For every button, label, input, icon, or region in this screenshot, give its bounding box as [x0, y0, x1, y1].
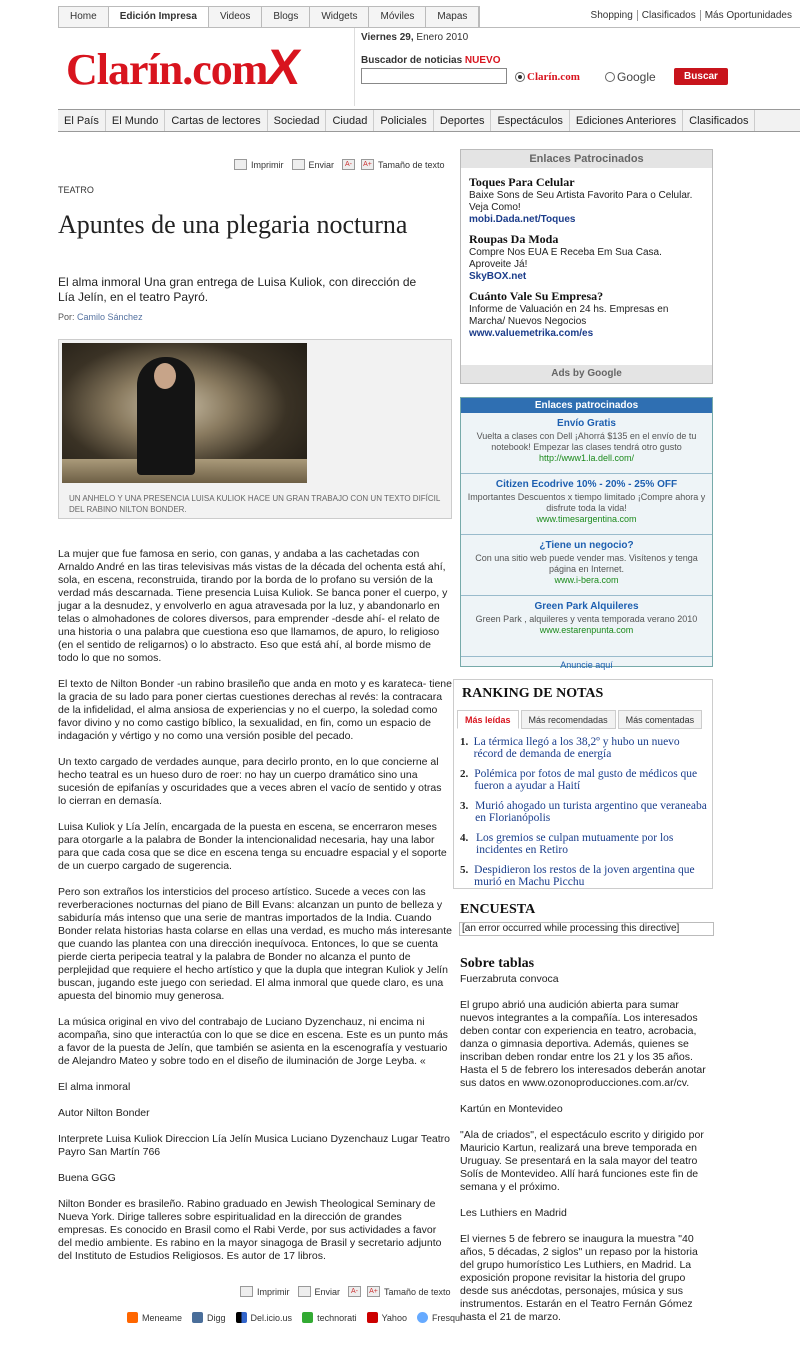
anuncie-aqui-link[interactable]: Anuncie aquí — [560, 660, 613, 670]
tab-mas-comentadas[interactable]: Más comentadas — [618, 710, 703, 729]
link-clasificados[interactable]: Clasificados — [637, 10, 700, 21]
nav-espectaculos[interactable]: Espectáculos — [491, 110, 569, 131]
text-smaller-icon[interactable]: A- — [348, 1286, 361, 1297]
encuesta-header: ENCUESTA — [460, 902, 536, 917]
ranking-item[interactable]: 1. La térmica llegó a los 38,2º y hubo un nuevo récord de demanda de energía — [460, 736, 680, 760]
photo-caption: UN ANHELO Y UNA PRESENCIA LUISA KULIOK HACE UN GRAN TRABAJO CON UN TEXTO DIFÍCIL DEL RABINO NILTON BONDER. — [69, 494, 441, 514]
paragraph: Pero son extraños los intersticios del proceso artístico. Sucede a veces con las reverberaciones nocturnas del piano de Bill Evans: alcanzan un punto de belleza y sabiduría más intenso que una serie de mantras importados de la India. Cuando Bonder relata historias hasta colarse en ellas una verdad, es mucho más interesante que cuando las plantea con una dirección inequívoca. Entonces, lo que se cuenta pierde cierta peripecia teatral y la palabra de Bonder no alcanza el punto de perplejidad que requiere el hecho artístico y que la dupla que integran Kuliok y Jelín buscan, jugando este juego con seriedad. El alma inmoral que quede claro, es una apuesta del binomio muy generosa. — [58, 886, 452, 1002]
print-link[interactable]: Imprimir — [257, 1286, 290, 1297]
nav-cartas[interactable]: Cartas de lectores — [165, 110, 267, 131]
sponsored-header: Enlaces Patrocinados — [461, 150, 712, 168]
article-body — [58, 548, 452, 1276]
enlace-item[interactable]: Envío Gratis Vuelta a clases con Dell ¡Ahorrá $135 en el envío de tu notebook! Empezar las clases tendrá otro gusto http://www1.la.dell.com/ — [461, 413, 712, 474]
text-larger-icon[interactable]: A+ — [361, 159, 374, 170]
main-nav — [58, 109, 800, 132]
ranking-tabs — [457, 710, 704, 729]
digg-icon — [192, 1312, 203, 1323]
delicious-icon — [236, 1312, 247, 1323]
sponsored-ad[interactable]: Toques Para Celular Baixe Sons de Seu Artista Favorito Para o Celular. Veja Como! mobi.Dada.net/Toques — [469, 175, 693, 225]
article-subtitle: El alma inmoral Una gran entrega de Luisa Kuliok, con dirección de Lía Jelín, en el teatro Payró. — [58, 275, 417, 304]
nav-clasificados[interactable]: Clasificados — [683, 110, 755, 131]
article-photo — [62, 343, 307, 483]
top-nav — [58, 6, 480, 27]
enlace-item[interactable]: ¿Tiene un negocio? Con una sitio web puede vender mas. Visítenos y tenga página en Internet. www.i-bera.com — [461, 535, 712, 596]
photo-box — [58, 339, 452, 519]
nav-el-pais[interactable]: El País — [58, 110, 106, 131]
ranking-item[interactable]: 2. Polémica por fotos de mal gusto de médicos que fueron a ayudar a Haití — [460, 768, 698, 792]
tablas-paragraph: El viernes 5 de febrero se inaugura la muestra "40 años, 5 décadas, 2 siglos" un repaso por la historia del grupo humorístico Les Luthiers, en Madrid. La exposición propone revisitar la historia del grupo desde sus anécdotas, personajes, música y sus instrumentos. Estarán en el Teatro Fernán Gómez hasta el 21 de marzo. — [460, 1233, 698, 1323]
nav-deportes[interactable]: Deportes — [434, 110, 492, 131]
ranking-item[interactable]: 5. Despidieron los restos de la joven argentina que murió en Machu Picchu — [460, 864, 695, 888]
paragraph: El alma inmoral — [58, 1081, 131, 1093]
share-delicious[interactable]: Del.icio.us — [236, 1312, 293, 1323]
paragraph: Buena GGG — [58, 1172, 116, 1184]
encuesta-error: [an error occurred while processing this directive] — [459, 922, 714, 936]
current-date: Viernes 29, Enero 2010 — [361, 32, 469, 43]
fresqui-icon — [417, 1312, 428, 1323]
nav-sociedad[interactable]: Sociedad — [268, 110, 327, 131]
share-meneame[interactable]: Meneame — [127, 1312, 182, 1323]
mail-icon — [298, 1286, 311, 1297]
text-smaller-icon[interactable]: A- — [342, 159, 355, 170]
byline: Por: Camilo Sánchez — [58, 312, 143, 322]
search-button[interactable]: Buscar — [674, 68, 728, 85]
enlaces-patrocinados-box — [460, 397, 713, 670]
share-yahoo[interactable]: Yahoo — [367, 1312, 407, 1323]
tab-mas-leidas[interactable]: Más leídas — [457, 710, 519, 729]
enlace-item[interactable]: Citizen Ecodrive 10% - 20% - 25% OFF Importantes Descuentos x tiempo limitado ¡Compre ahora y disfrute toda la vida! www.timesargentina.com — [461, 474, 712, 535]
paragraph: Nilton Bonder es brasileño. Rabino graduado en Jewish Theological Seminary de Nueva York. Dirige talleres sobre espiritualidad en la dirección de grandes empresas. Es conocido en Brasil como el Rabi Verde, por sus actividades a favor del medio ambiente. Es rabino en la mayor sinagoga de Brasil y secretario adjunto del Instituto de Estudios Religiosos. Es autor de 17 libros. — [58, 1198, 442, 1262]
text-size-label: Tamaño de texto — [384, 1286, 451, 1297]
sponsored-ad[interactable]: Roupas Da Moda Compre Nos EUA E Receba Em Sua Casa. Aproveite Já! SkyBOX.net — [469, 232, 662, 282]
send-link[interactable]: Enviar — [314, 1286, 341, 1297]
yahoo-icon — [367, 1312, 378, 1323]
link-mas-oportunidades[interactable]: Más Oportunidades — [700, 10, 796, 21]
paragraph: Un texto cargado de verdades aunque, para decirlo pronto, en lo que concierne al hecho teatral es un hueso duro de roer: no hay un cuerpo dramático sino una sucesión de epifanías y oscuridades que a veces abren el vacío de sentido y otras lo cierran en demasía. — [58, 756, 442, 807]
share-digg[interactable]: Digg — [192, 1312, 226, 1323]
print-icon — [240, 1286, 253, 1297]
ranking-item[interactable]: 3. Murió ahogado un turista argentino que veraneaba en Florianópolis — [460, 800, 707, 824]
sobre-tablas-box — [460, 957, 710, 1337]
tablas-paragraph: Les Luthiers en Madrid — [460, 1207, 567, 1219]
search-input[interactable] — [361, 68, 507, 84]
meneame-icon — [127, 1312, 138, 1323]
technorati-icon — [302, 1312, 313, 1323]
nav-policiales[interactable]: Policiales — [374, 110, 433, 131]
share-bar — [127, 1312, 472, 1323]
tab-mas-recomendadas[interactable]: Más recomendadas — [521, 710, 616, 729]
tablas-paragraph: Kartún en Montevideo — [460, 1103, 563, 1115]
text-larger-icon[interactable]: A+ — [367, 1286, 380, 1297]
paragraph: La mujer que fue famosa en serio, con ganas, y andaba a las cachetadas con Arnaldo André en las tiras televisivas más vistas de la década del ochenta está ahí, sola, en escena, reconstruida, tirando por la borda de lo profano su versión de la verdad más descarnada. Tiene presencia Luisa Kuliok. Se banca poner el cuerpo, y jugar a la desnudez, y envolverlo en agua atravesada por la luz, y abandonarlo en telas o almohadones de colores diversos, para emprender -desde ahí- el relato de una historia o una palabra que cuestiona eso que llamamos, de apuro, lo religioso (en el sentido de religarnos) o lo abstracto. Eso que está ahí, al borde mismo de todo lo que no somos. — [58, 548, 448, 664]
paragraph: Luisa Kuliok y Lía Jelín, encargada de la puesta en escena, se encerraron meses para otorgarle a la palabra de Bonder la intencionalidad necesaria, hay una labor para que cada cosa que se dice en escena tenga su encuadre espacial y el soporte de un cuerpo cargado de sugerencia. — [58, 821, 447, 872]
top-right-links — [587, 10, 796, 21]
print-icon — [234, 159, 247, 170]
topnav-edicion-impresa[interactable]: Edición Impresa — [109, 7, 209, 27]
print-link[interactable]: Imprimir — [251, 159, 284, 170]
search-label: Buscador de noticias NUEVO — [361, 55, 501, 66]
share-fresqui[interactable]: Fresqui — [417, 1312, 462, 1323]
nav-el-mundo[interactable]: El Mundo — [106, 110, 165, 131]
topnav-videos[interactable]: Videos — [209, 7, 262, 27]
mail-icon — [292, 159, 305, 170]
sponsored-links-box — [460, 149, 713, 384]
paragraph: Interprete Luisa Kuliok Direccion Lía Jelín Musica Luciano Dyzenchauz Lugar Teatro Payro San Martín 766 — [58, 1133, 451, 1158]
section-label: TEATRO — [58, 185, 94, 195]
article-tools-top — [226, 159, 445, 170]
paragraph: El texto de Nilton Bonder -un rabino brasileño que anda en moto y es karateca- tiene la gracia de su lado para poner ciertas cuestiones derechas al revés: la contracara de la infidelidad, el alma ansiosa de experiencias y no el cuerpo, la soledad como favor divino y no como castigo bíblico, la sexualidad, en fin, como un espacio de indagación y vértigo y no como una versión posible del pecado. — [58, 678, 452, 742]
author-link[interactable]: Camilo Sánchez — [77, 312, 143, 322]
topnav-mapas[interactable]: Mapas — [426, 7, 479, 27]
nav-ediciones-anteriores[interactable]: Ediciones Anteriores — [570, 110, 683, 131]
article-tools-bottom — [232, 1286, 451, 1297]
ranking-box — [453, 679, 713, 889]
ranking-list — [460, 736, 710, 896]
sponsored-ad[interactable]: Cuánto Vale Su Empresa? Informe de Valuación en 24 hs. Empresas en Marcha/ Nuevos Negocios www.valuemetrika.com/es — [469, 289, 669, 339]
ranking-item[interactable]: 4. Los gremios se culpan mutuamente por los incidentes en Retiro — [460, 832, 674, 856]
header-vertical-divider — [354, 28, 355, 106]
link-shopping[interactable]: Shopping — [590, 10, 633, 21]
article-title: Apuntes de una plegaria nocturna — [58, 210, 408, 239]
search-option-clarin: Clarín.com — [527, 71, 580, 83]
search-option-google: Google — [617, 70, 656, 84]
send-link[interactable]: Enviar — [308, 159, 335, 170]
logo-figure-icon: X — [263, 39, 304, 95]
enlace-item[interactable]: Green Park Alquileres Green Park , alquileres y venta temporada verano 2010 www.estarenpunta.com — [461, 596, 712, 657]
paragraph: La música original en vivo del contrabajo de Luciano Dyzenchauz, ni encima ni acompaña, sino que interactúa con lo que se dice en escena. Este es un punto más a favor de la puesta de Jelín, que también se asienta en la escenografía y vestuario de Alejandro Mateo y sobre todo en el diseño de iluminación de Jorge Leyba. « — [58, 1016, 448, 1067]
topnav-blogs[interactable]: Blogs — [262, 7, 310, 27]
header-divider — [58, 27, 800, 28]
sobre-tablas-header: Sobre tablas — [460, 956, 535, 971]
text-size-label: Tamaño de texto — [378, 159, 445, 170]
nav-ciudad[interactable]: Ciudad — [326, 110, 374, 131]
tablas-paragraph: Fuerzabruta convoca — [460, 973, 559, 985]
ranking-header: RANKING DE NOTAS — [462, 686, 604, 701]
site-logo[interactable]: Clarín.comX — [66, 39, 304, 95]
topnav-widgets[interactable]: Widgets — [310, 7, 369, 27]
tablas-paragraph: "Ala de criados", el espectáculo escrito y dirigido por Mauricio Kartun, realizará una breve temporada en Uruguay. Se presentará en la sala mayor del teatro Solís de Montevideo. Allí hará funciones este fin de semana y el próximo. — [460, 1129, 704, 1193]
paragraph: Autor Nilton Bonder — [58, 1107, 150, 1119]
radio-google[interactable] — [605, 72, 615, 82]
radio-clarin[interactable] — [515, 72, 525, 82]
enlaces-header: Enlaces patrocinados — [461, 398, 712, 413]
tablas-paragraph: El grupo abrió una audición abierta para sumar nuevos integrantes a la compañía. Los interesados deben contar con experiencia en teatro, acrobacia, danza o gimnasia deportiva. Además, quienes se inscriban deben rondar entre los 21 y los 35 años. Hasta el 5 de febrero los interesados deberán anotar sus datos en www.ozonoproducciones.com.ar/cv. — [460, 999, 706, 1089]
ads-by-google[interactable]: Ads by Google — [461, 365, 712, 383]
topnav-home[interactable]: Home — [59, 7, 109, 27]
topnav-moviles[interactable]: Móviles — [369, 7, 426, 27]
share-technorati[interactable]: technorati — [302, 1312, 357, 1323]
